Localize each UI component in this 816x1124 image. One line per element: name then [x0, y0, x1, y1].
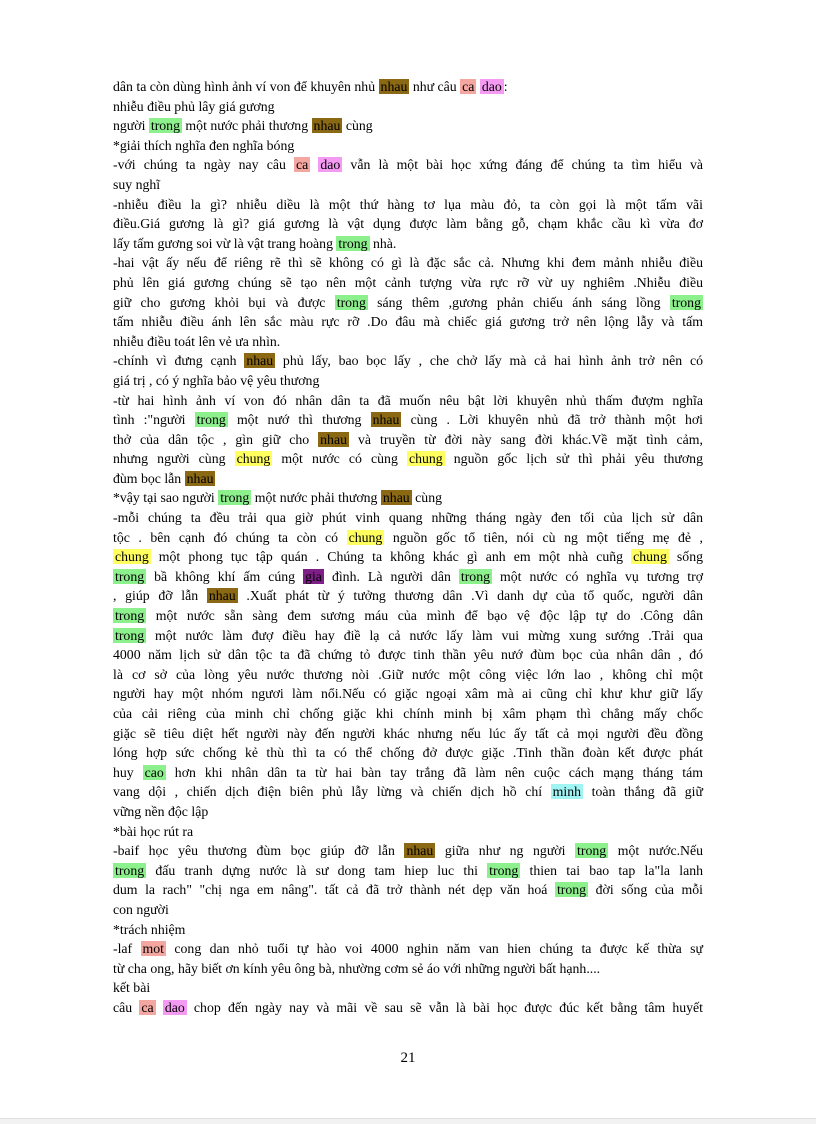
text-run: -với chúng ta ngày nay câu [113, 157, 294, 173]
text-line [113, 802, 703, 822]
text-line [113, 391, 703, 411]
text-run: bầ không khí ấm cúng [146, 568, 304, 584]
text-line [113, 371, 703, 391]
text-line [113, 567, 703, 587]
text-run: con người [113, 901, 169, 917]
text-line [113, 449, 703, 469]
text-line [113, 488, 703, 508]
text-run: dân ta còn dùng hình ảnh ví von để khuyên nhủ [113, 79, 379, 94]
highlighted-word: cao [144, 764, 164, 780]
text-run: -laf [113, 941, 141, 957]
text-line [113, 822, 703, 842]
text-line [113, 234, 703, 254]
text-line [113, 351, 703, 371]
text-run: dum la rach" "chị nga em nâng". tất cả đã trở thành nét dẹp văn hoá [113, 882, 555, 898]
text-line [113, 880, 703, 900]
highlighted-word: chung [236, 451, 271, 467]
text-run: đình. Là người dân [323, 568, 459, 584]
text-run: lấy tấm gương soi vừ là vật trang hoàng [113, 235, 337, 251]
highlighted-word: chung [348, 529, 383, 545]
text-line [113, 77, 703, 97]
text-line [113, 273, 703, 293]
text-run: , giúp đỡ lẫn [113, 588, 207, 604]
text-line [113, 861, 703, 881]
text-run: cùng . Lời khuyên nhủ đã trở thành một hơi [401, 412, 704, 428]
text-run: của cải riêng của minh chỉ chống giặc khi chính minh bị xâm phạm thì chẳng mấy chốc [113, 706, 703, 721]
text-run: tộc . bên cạnh đó chúng ta còn có [113, 529, 347, 545]
text-run: tấm nhiễu điều ánh lên sắc màu rực rỡ .Do đâu mà chiếc giá gương trở nên lộng lẫy và tấm [113, 314, 703, 330]
text-line [113, 763, 703, 783]
highlighted-word: nhau [406, 843, 434, 859]
document-body [113, 77, 703, 1018]
highlighted-word: trong [115, 608, 145, 624]
text-run: suy nghĩ [113, 176, 161, 192]
text-run: là cơ sở của lòng yêu nước thương nòi .Giữ nước một công việc lớn lao , không chỉ một [113, 666, 703, 682]
text-run: -nhiễu điều la gì? nhiễu diều là một thứ hàng tơ lụa màu đỏ, ta còn gọi là một tấm vãi [113, 196, 703, 212]
highlighted-word: nhau [320, 431, 347, 447]
highlighted-word: nhau [382, 490, 410, 506]
highlighted-word: minh [552, 784, 582, 800]
text-run: .Xuất phát từ ý tưởng thương dân .Vì danh dự của tổ quốc, người dân [237, 588, 703, 604]
text-run: thở của dân tộc , gìn giữ cho [113, 431, 319, 447]
text-run: -hai vật ấy nếu để riêng rẽ thì sẽ không có gì là đặc sắc cả. Nhưng khi đem mảnh nhiễu điều [113, 255, 703, 271]
text-line [113, 704, 703, 724]
text-run: từ cha ong, hãy biết ơn kính yêu ông bà, nhường cơm sẻ áo với những người bất hạnh.... [113, 960, 601, 976]
text-run: cong dan nhỏ tuổi tự hào voi 4000 nghin năm van hien chúng ta được kế thừa sự [166, 941, 703, 957]
text-line [113, 547, 703, 567]
text-line [113, 410, 703, 430]
text-line [113, 724, 703, 744]
text-run: người [113, 118, 149, 134]
text-line [113, 665, 703, 685]
highlighted-word: trong [671, 294, 701, 310]
text-run: cùng [411, 490, 442, 506]
highlighted-word: nhau [380, 79, 408, 94]
text-line [113, 959, 703, 979]
text-line [113, 214, 703, 234]
text-run: huy [113, 764, 143, 780]
text-line [113, 900, 703, 920]
text-run: hơn khi nhân dân ta từ hai bàn tay trắng đã làm nên cuộc cách mạng tháng tám [165, 764, 703, 780]
highlighted-word: mot [142, 941, 165, 957]
text-line [113, 998, 703, 1018]
highlighted-word: dao [164, 999, 185, 1015]
text-line [113, 978, 703, 998]
text-line [113, 136, 703, 156]
highlighted-word: ca [295, 157, 309, 173]
text-line [113, 430, 703, 450]
text-run: sáng thêm ,gương phản chiếu ánh sáng lồng [367, 294, 670, 310]
text-run: nhưng người cùng [113, 451, 235, 467]
text-line [113, 332, 703, 352]
text-run: cùng [342, 118, 373, 134]
highlighted-word: trong [196, 412, 226, 428]
text-run: vững nền độc lập [113, 803, 209, 819]
text-run: người hay một nhóm ngươi làm nổi.Nếu có giặc ngoại xâm mà ai cũng chỉ khư khư giữ lấy [113, 686, 703, 702]
highlighted-word: chung [408, 451, 443, 467]
text-run: giặc sẽ tiêu diệt hết người này đến người khác nhưng nếu lúc ấy tất cả mọi người đều đồng [113, 725, 703, 741]
highlighted-word: chung [633, 549, 667, 565]
text-run: vẫn là một bài học xứng đáng để chúng ta tìm hiểu và [342, 157, 703, 173]
text-run: nhà. [369, 235, 397, 251]
highlighted-word: nhau [186, 470, 214, 486]
text-line [113, 841, 703, 861]
text-line [113, 195, 703, 215]
text-run: tình :"người [113, 412, 195, 428]
highlighted-word: trong [489, 862, 519, 878]
highlighted-word: ca [462, 79, 475, 94]
text-line [113, 508, 703, 528]
text-line [113, 782, 703, 802]
text-run: giữa như ng người [435, 843, 576, 859]
text-run: một phong tục tập quán . Chúng ta không khác gì anh em một nhà cuñg [150, 549, 632, 565]
highlighted-word: trong [336, 294, 366, 310]
text-line [113, 253, 703, 273]
text-run: sống [668, 549, 703, 565]
text-run: nguồn gốc lịch sử thì phải yêu thương [444, 451, 703, 467]
text-run: -baif học yêu thương đùm bọc giúp đỡ lẫn [113, 843, 405, 859]
text-run: một nước làm đượ điều hay điề lạ cả nước lấy làm vui mừng xung sướng .Trải qua [146, 627, 703, 643]
text-run: đời sống của mỗi [588, 882, 703, 898]
highlighted-word: trong [115, 862, 145, 878]
text-run: phủ lên giá gương chúng sẽ tạo nên một cảnh tượng vừa rực rỡ vừ uy nghiêm .Nhiễu điều [113, 274, 703, 290]
text-run: như câu [409, 79, 461, 94]
text-run: nguồn gốc tổ tiên, nói cù ng một tiếng mẹ đẻ , [384, 529, 703, 545]
text-run: giá trị , có ý nghĩa bảo vệ yêu thương [113, 372, 320, 388]
text-run: -mỗi chúng ta đều trải qua giờ phút vinh quang những tháng ngày đen tối của lịch sử dân [113, 510, 703, 526]
text-run: phủ lấy, bao bọc lấy , che chở lấy mà cả hai hình ảnh trở nên có [275, 353, 703, 369]
text-line [113, 469, 703, 489]
highlighted-word: trong [150, 118, 180, 134]
text-line [113, 626, 703, 646]
text-run: kết bài [113, 980, 151, 996]
text-line [113, 684, 703, 704]
text-run: thien tai bao tap la"la lanh [520, 862, 703, 878]
text-line [113, 155, 703, 175]
highlighted-word: nhau [208, 588, 236, 604]
text-line [113, 586, 703, 606]
text-run: một nước.Nếu [608, 843, 703, 859]
text-line [113, 97, 703, 117]
text-line [113, 939, 703, 959]
text-line [113, 920, 703, 940]
text-run: giữ cho gương khỏi bụi và được [113, 294, 335, 310]
text-run: *giải thích nghĩa đen nghĩa bóng [113, 137, 295, 153]
text-run: câu [113, 999, 140, 1015]
text-line [113, 743, 703, 763]
text-run: toàn thắng đã giữ [583, 784, 703, 800]
text-run: chop đến ngày nay và mãi về sau sẽ vẫn là bài học được đúc kết bằng tâm huyết [186, 999, 703, 1015]
text-run: và truyền từ đời này sang đời khác.Về mặt tình cảm, [348, 431, 703, 447]
text-line [113, 606, 703, 626]
text-run: điều.Giá gương là gì? giá gương là vật dụng được làm bằng gỗ, chạm khắc cầu kì vừa đơ [113, 216, 703, 232]
text-run: vang dội , chiến dịch điện biên phủ lẫy lừng và chiến dịch hồ chí [113, 784, 551, 800]
highlighted-word: ca [141, 999, 154, 1015]
highlighted-word: nhau [372, 412, 400, 428]
text-run: đùm bọc lẫn [113, 470, 185, 486]
text-run: nhiễu điều phủ lây giá gương [113, 98, 275, 114]
text-run: 4000 năm lịch sử dân tộc ta đã chứng tỏ được tinh thần yêu nướ đùm bọc của nhân dân , đó [113, 647, 703, 663]
text-run: đấu tranh dựng nước là sư dong tam hiep luc thi [146, 862, 488, 878]
text-run: *bài học rút ra [113, 823, 194, 839]
text-line [113, 312, 703, 332]
highlighted-word: trong [460, 568, 490, 584]
text-line [113, 528, 703, 548]
text-line [113, 116, 703, 136]
text-run: một nước phải thương [251, 490, 381, 506]
text-run [156, 1000, 163, 1015]
text-run: -từ hai hình ảnh ví von đó nhân dân ta đã muốn nêu bật lời khuyên nhủ thấm đượm nghĩa [113, 392, 703, 408]
text-run: -chính vì đưng cạnh [113, 353, 245, 369]
highlighted-word: trong [577, 843, 607, 859]
text-run: *trách nhiệm [113, 921, 186, 937]
highlighted-word: trong [556, 882, 587, 898]
highlighted-word: nhau [246, 353, 274, 369]
page-bottom-edge [0, 1118, 816, 1124]
text-run: *vậy tại sao người [113, 490, 219, 506]
highlighted-word: trong [338, 235, 368, 251]
highlighted-word: nhau [313, 118, 341, 134]
page-number: 21 [400, 1050, 416, 1066]
text-run: một nướ thì thương [227, 412, 371, 428]
text-line [113, 175, 703, 195]
text-run: một nước phải thương [181, 118, 312, 134]
text-run: nhiễu điều toát lên vẻ ưa nhìn. [113, 333, 281, 349]
highlighted-word: trong [115, 627, 145, 643]
text-run: một nước có cùng [272, 451, 407, 467]
text-run: lóng hợp sức chống kẻ thù thì ta có thể chống đở được giặc .Tinh thần đoàn kết được phát [113, 745, 703, 761]
text-run: một nước có nghĩa vụ tương trợ [492, 568, 703, 584]
highlighted-word: trong [115, 568, 145, 584]
highlighted-word: chung [115, 549, 149, 565]
text-run: một nước sẵn sàng đem sương máu của mình để bạo vệ độc lập tự do .Công dân [146, 608, 703, 624]
highlighted-word: trong [220, 490, 250, 506]
text-run: : [503, 79, 508, 94]
highlighted-word: dao [320, 157, 341, 173]
text-line [113, 293, 703, 313]
highlighted-word: dao [481, 79, 502, 94]
highlighted-word: gia [305, 568, 322, 584]
text-line [113, 645, 703, 665]
